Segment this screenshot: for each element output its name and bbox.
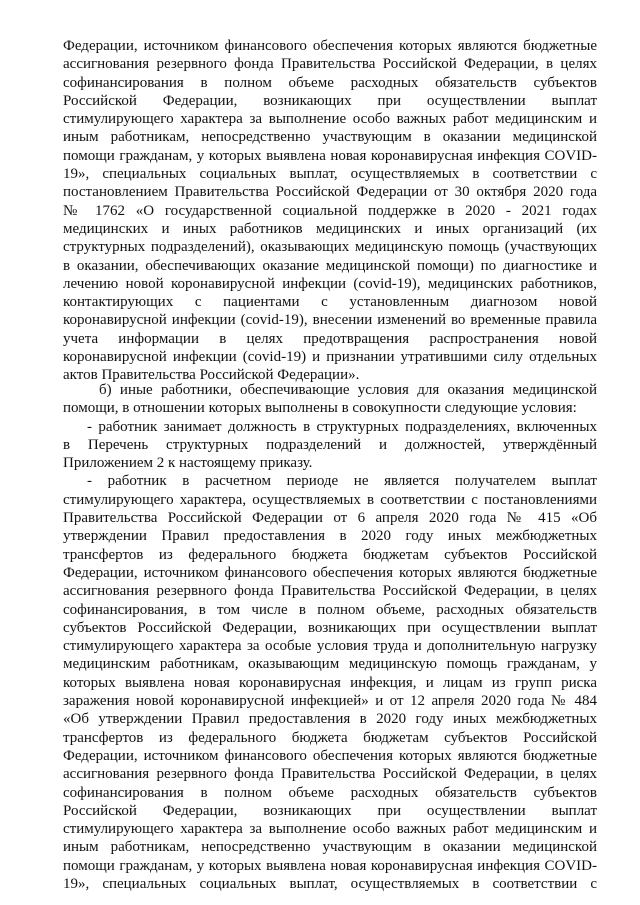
text-line: структурных подразделений), оказывающих медицинскую помощь (участвующих — [63, 239, 597, 256]
text-line: помощи гражданам, у которых выявлена новая коронавирусная инфекция COVID- — [63, 147, 597, 164]
text-line: ассигнования резервного фонда Правительства Российской Федерации, в целях — [63, 766, 597, 783]
text-line: учета информации в целях предотвращения распространения новой — [63, 330, 597, 347]
text-line: Российской Федерации, возникающих при осуществлении выплат — [63, 92, 597, 109]
text-line: трансфертов из федерального бюджета бюджетам субъектов Российской — [63, 546, 597, 563]
text-line: медицинским работникам, оказывающим медицинскую помощь гражданам, у — [63, 656, 597, 673]
text-line: стимулирующего характера за выполнение особо важных работ медицинским и — [63, 821, 597, 838]
text-line: помощи гражданам, у которых выявлена новая коронавирусная инфекция COVID- — [63, 857, 597, 874]
text-line: Правительства Российской Федерации от 6 апреля 2020 года № 415 «Об — [63, 510, 597, 527]
text-line: - работник занимает должность в структурных подразделениях, включенных — [87, 418, 597, 435]
text-line: иным работникам, непосредственно участвующим в оказании медицинской — [63, 129, 597, 146]
text-line: софинансирования в полном объеме расходных обязательств субъектов — [63, 784, 597, 801]
text-line: 19», специальных социальных выплат, осуществляемых в соответствии с — [63, 166, 597, 183]
paragraph-continuation — [63, 37, 597, 385]
text-line: - работник в расчетном периоде не является получателем выплат — [87, 473, 597, 490]
text-line: Российской Федерации, возникающих при осуществлении выплат — [63, 802, 597, 819]
text-line: № 1762 «О государственной социальной поддержке в 2020 - 2021 годах — [63, 202, 597, 219]
text-line: лечению новой коронавирусной инфекции (covid-19), медицинских работников, — [63, 275, 597, 292]
paragraph-item-b — [63, 381, 597, 893]
text-line: Федерации, источником финансового обеспечения которых являются бюджетные — [63, 38, 597, 54]
text-line: Приложением 2 к настоящему приказу. — [63, 455, 313, 472]
text-line: «Об утверждении Правил предоставления в 2020 году иных межбюджетных — [63, 711, 597, 728]
text-line: субъектов Российской Федерации, возникающих при осуществлении выплат — [63, 619, 597, 636]
text-line: заражения новой коронавирусной инфекцией» и от 12 апреля 2020 года № 484 — [63, 693, 597, 710]
text-line: 19», специальных социальных выплат, осуществляемых в соответствии с — [63, 876, 597, 893]
text-line: ассигнования резервного фонда Правительства Российской Федерации, в целях — [63, 56, 597, 73]
text-line: актов Правительства Российской Федерации». — [63, 367, 360, 384]
text-line: контактирующих с пациентами с установленным диагнозом новой — [63, 294, 597, 311]
text-line: помощи, в отношении которых выполнены в совокупности следующие условия: — [63, 400, 577, 417]
text-line: ассигнования резервного фонда Правительства Российской Федерации, в целях — [63, 583, 597, 600]
text-line: софинансирования в полном объеме расходных обязательств субъектов — [63, 74, 597, 91]
text-line: медицинских и иных работников медицинских и иных организаций (их — [63, 220, 597, 237]
text-line: б) иные работники, обеспечивающие условия для оказания медицинской — [99, 382, 597, 398]
text-line: иным работникам, непосредственно участвующим в оказании медицинской — [63, 839, 597, 856]
text-line: которых выявлена новая коронавирусная инфекция, и лицам из групп риска — [63, 674, 597, 691]
text-line: трансфертов из федерального бюджета бюджетам субъектов Российской — [63, 729, 597, 746]
text-line: коронавирусной инфекции (covid-19) и признании утратившими силу отдельных — [63, 349, 597, 366]
text-line: утверждении Правил предоставления в 2020 году иных межбюджетных — [63, 528, 597, 545]
text-line: стимулирующего характера, осуществляемых в соответствии с постановлениями — [63, 491, 597, 508]
text-line: стимулирующего характера за выполнение особо важных работ медицинским и — [63, 111, 597, 128]
text-line: в Перечень структурных подразделений и должностей, утверждённый — [63, 436, 597, 453]
text-line: софинансирования, в том числе в полном объеме, расходных обязательств — [63, 601, 597, 618]
text-line: постановлением Правительства Российской Федерации от 30 октября 2020 года — [63, 184, 597, 201]
text-line: стимулирующего характера за особые условия труда и дополнительную нагрузку — [63, 638, 597, 655]
text-line: Федерации, источником финансового обеспечения которых являются бюджетные — [63, 564, 597, 581]
text-line: в оказании, обеспечивающих оказание медицинской помощи) по диагностике и — [63, 257, 597, 274]
text-line: Федерации, источником финансового обеспечения которых являются бюджетные — [63, 747, 597, 764]
text-line: коронавирусной инфекции (covid-19), внесении изменений во временные правила — [63, 312, 597, 329]
